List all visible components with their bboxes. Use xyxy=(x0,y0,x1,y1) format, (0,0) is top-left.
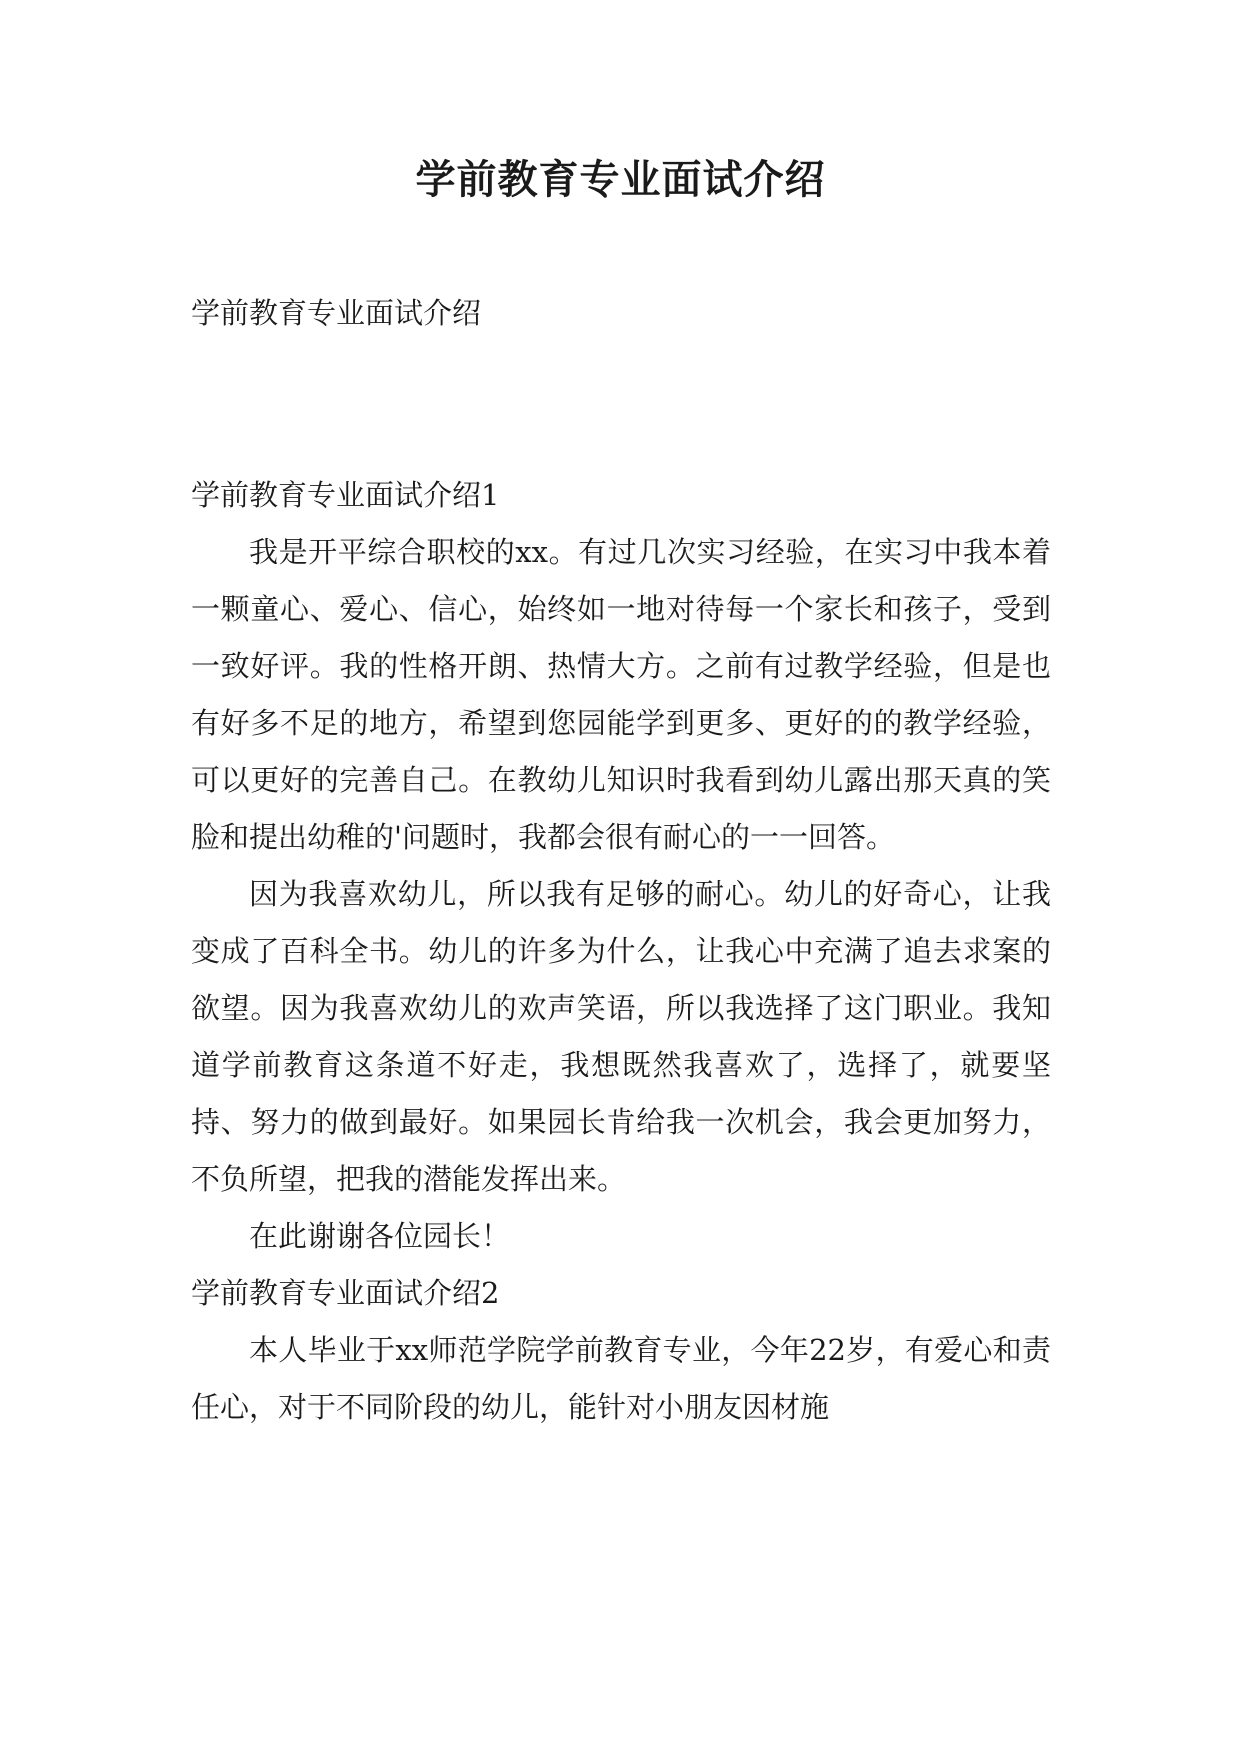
section-1-paragraph-1: 我是开平综合职校的xx。有过几次实习经验，在实习中我本着一颗童心、爱心、信心，始终如一地对待每一个家长和孩子，受到一致好评。我的性格开朗、热情大方。之前有过教学经验，但是也有好多不足的地方，希望到您园能学到更多、更好的的教学经验，可以更好的完善自己。在教幼儿知识时我看到幼儿露出那天真的笑脸和提出幼稚的'问题时，我都会很有耐心的一一回答。 xyxy=(191,535,1051,854)
document-subtitle: 学前教育专业面试介绍 xyxy=(191,296,482,330)
section-heading-2: 学前教育专业面试介绍2 xyxy=(191,1276,500,1310)
section-1-paragraph-2: 因为我喜欢幼儿，所以我有足够的耐心。幼儿的好奇心，让我变成了百科全书。幼儿的许多为什么，让我心中充满了追去求案的欲望。因为我喜欢幼儿的欢声笑语，所以我选择了这门职业。我知道学前教育这条道不好走，我想既然我喜欢了，选择了，就要坚持、努力的做到最好。如果园长肯给我一次机会，我会更加努力，不负所望，把我的潜能发挥出来。 xyxy=(191,877,1051,1196)
section-1-paragraph-3: 在此谢谢各位园长！ xyxy=(249,1219,511,1253)
section-heading-1: 学前教育专业面试介绍1 xyxy=(191,478,500,512)
document-body xyxy=(191,467,1051,1436)
section-2-paragraph-1: 本人毕业于xx师范学院学前教育专业，今年22岁，有爱心和责任心，对于不同阶段的幼儿，能针对小朋友因材施 xyxy=(191,1333,1051,1424)
page-title: 学前教育专业面试介绍 xyxy=(415,156,826,203)
